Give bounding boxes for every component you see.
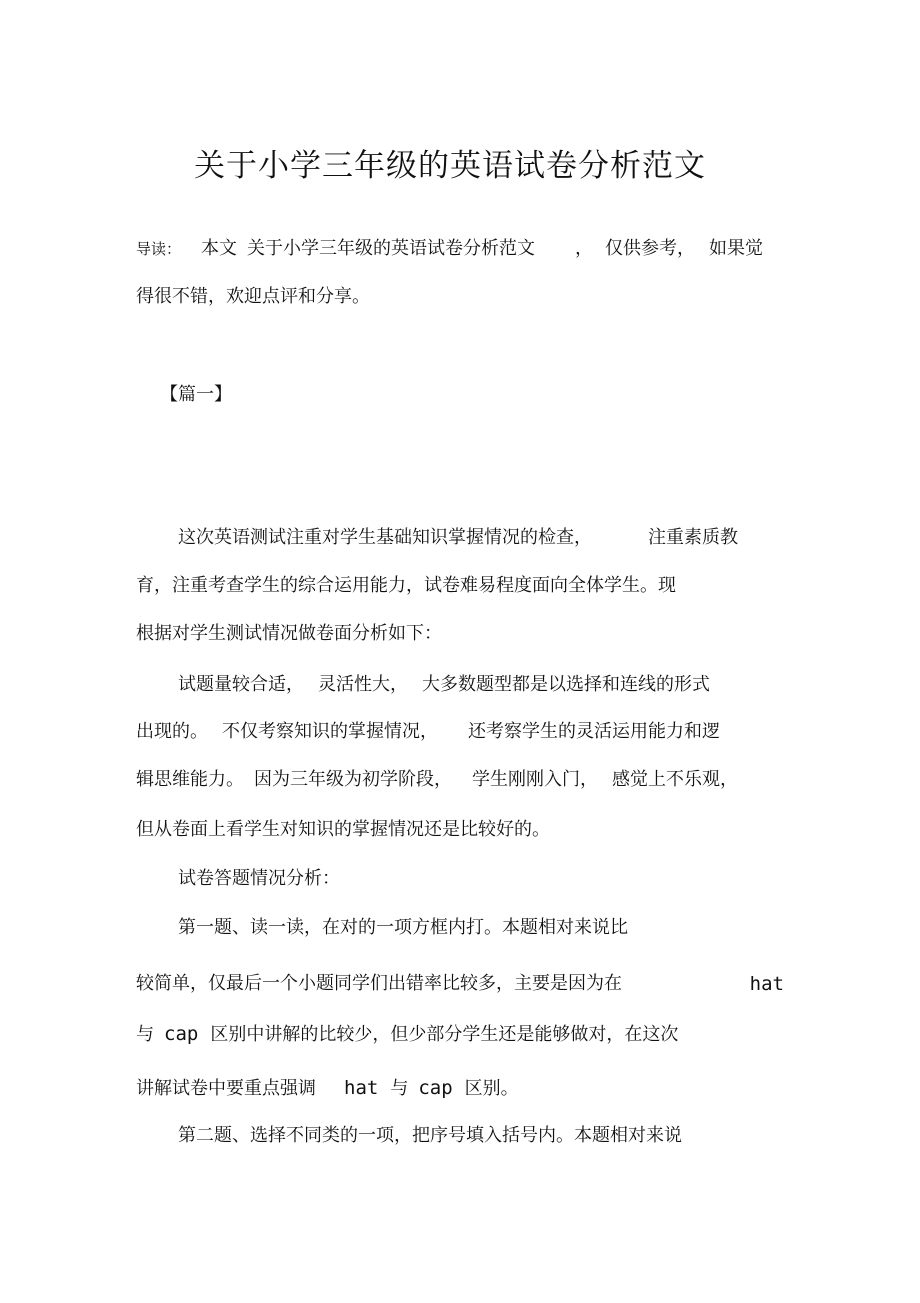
intro-label: 导读： xyxy=(136,240,182,258)
paragraph-2-line-1 xyxy=(178,673,710,697)
paragraph-2-line-4: 但从卷面上看学生对知识的掌握情况还是比较好的。 xyxy=(136,819,550,840)
paragraph-3-line-1: 试卷答题情况分析： xyxy=(178,868,340,889)
p2-l3-d: 感觉上不乐观， xyxy=(612,769,738,790)
intro-line-2: 得很不错，欢迎点评和分享。 xyxy=(136,286,370,307)
paragraph-4-line-2 xyxy=(136,972,784,996)
p4-l4-e: 区别。 xyxy=(464,1078,519,1099)
p2-l3-c: 学生刚刚入门， xyxy=(472,769,598,790)
paragraph-2-line-3 xyxy=(136,768,738,792)
p4-l3-a: 与 xyxy=(136,1024,154,1045)
p2-l2-c: 还考察学生的灵活运用能力和逻 xyxy=(468,721,720,742)
paragraph-1-line-2: 育，注重考查学生的综合运用能力，试卷难易程度面向全体学生。现 xyxy=(136,575,676,596)
p2-l2-b: 不仅考察知识的掌握情况， xyxy=(222,721,438,742)
paragraph-4-line-4 xyxy=(136,1076,519,1101)
p2-l2-a: 出现的。 xyxy=(136,721,208,742)
p1-l1-b: 注重素质教 xyxy=(648,527,738,548)
p4-l3-cap: cap xyxy=(164,1023,199,1045)
intro-part-3: ， xyxy=(575,238,594,259)
p4-l4-c: 与 xyxy=(390,1078,409,1099)
p4-l4-cap: cap xyxy=(418,1077,453,1099)
intro-part-5: 如果觉 xyxy=(709,238,764,259)
intro-part-1: 本文 xyxy=(201,238,238,259)
p2-l1-b: 灵活性大， xyxy=(318,674,408,695)
document-title: 关于小学三年级的英语试卷分析范文 xyxy=(194,148,706,184)
paragraph-2-line-2 xyxy=(136,720,720,744)
p4-l4-hat: hat xyxy=(344,1077,379,1099)
p1-l1-a: 这次英语测试注重对学生基础知识掌握情况的检查， xyxy=(178,527,592,548)
paragraph-4-line-3 xyxy=(136,1022,678,1047)
p4-l2-a: 较简单，仅最后一个小题同学们出错率比较多，主要是因为在 xyxy=(136,973,622,994)
intro-part-4: 仅供参考， xyxy=(605,238,696,259)
intro-line-1 xyxy=(136,237,763,261)
p4-l2-hat: hat xyxy=(749,973,784,995)
p2-l3-a: 辑思维能力。 xyxy=(136,769,244,790)
intro-part-2: 关于小学三年级的英语试卷分析范文 xyxy=(247,238,536,259)
p2-l3-b: 因为三年级为初学阶段， xyxy=(254,769,452,790)
p4-l4-a: 讲解试卷中要重点强调 xyxy=(136,1078,316,1099)
section-heading: 【篇一】 xyxy=(160,384,232,405)
paragraph-1-line-1 xyxy=(178,526,738,550)
paragraph-5-line-1: 第二题、选择不同类的一项，把序号填入括号内。本题相对来说 xyxy=(178,1125,682,1146)
paragraph-4-line-1: 第一题、读一读，在对的一项方框内打。本题相对来说比 xyxy=(178,917,628,938)
p2-l1-c: 大多数题型都是以选择和连线的形式 xyxy=(422,674,710,695)
p4-l3-c: 区别中讲解的比较少，但少部分学生还是能够做对，在这次 xyxy=(210,1024,679,1045)
p2-l1-a: 试题量较合适， xyxy=(178,674,304,695)
paragraph-1-line-3: 根据对学生测试情况做卷面分析如下： xyxy=(136,623,442,644)
